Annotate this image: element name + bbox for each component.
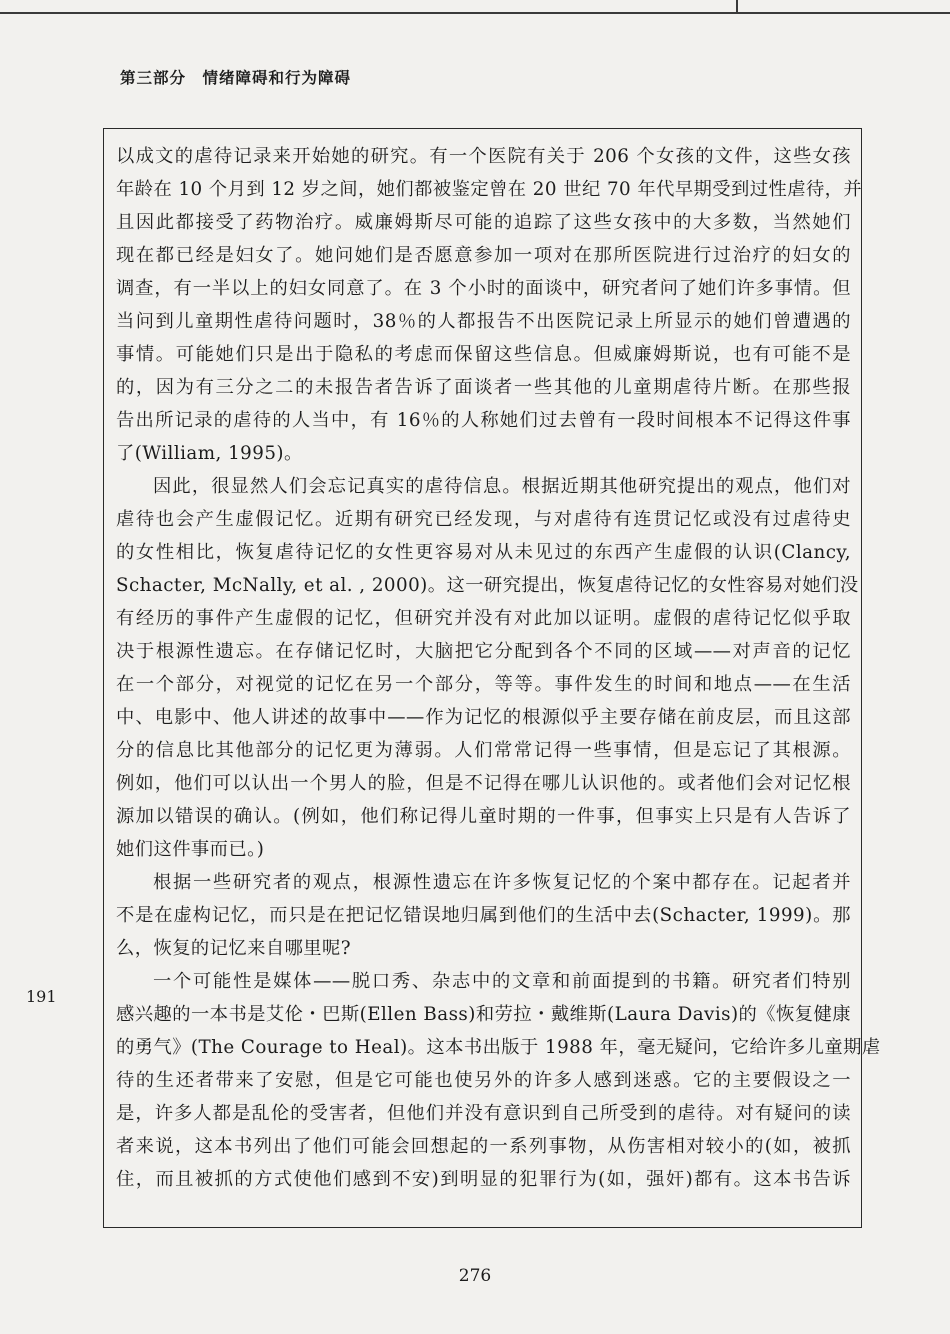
text-line: 中、电影中、他人讲述的故事中——作为记忆的根源似乎主要存储在前皮层，而且这部 — [116, 707, 851, 728]
text-line: 例如，他们可以认出一个男人的脸，但是不记得在哪儿认识他的。或者他们会对记忆根 — [116, 773, 851, 794]
text-line: 现在都已经是妇女了。她问她们是否愿意参加一项对在那所医院进行过治疗的妇女的 — [116, 245, 851, 266]
text-line: 虐待也会产生虚假记忆。近期有研究已经发现，与对虐待有连贯记忆或没有过虐待史 — [116, 509, 851, 530]
text-line: 分的信息比其他部分的记忆更为薄弱。人们常常记得一些事情，但是忘记了其根源。 — [116, 740, 851, 761]
text-line: 源加以错误的确认。(例如，他们称记得儿童时期的一件事，但事实上只是有人告诉了 — [116, 806, 851, 827]
text-line: 的勇气》(The Courage to Heal)。这本书出版于 1988 年，毫无疑问，它给许多儿童期虐 — [116, 1037, 881, 1058]
text-line: 者来说，这本书列出了他们可能会回想起的一系列事物，从伤害相对较小的(如，被抓 — [116, 1136, 851, 1157]
text-line: Schacter, McNally, et al. , 2000)。这一研究提出，恢复虐待记忆的女性容易对她们没 — [116, 575, 859, 596]
page-number: 276 — [458, 1266, 492, 1286]
text-line: 有经历的事件产生虚假的记忆，但研究并没有对此加以证明。虚假的虐待记忆似乎取 — [116, 608, 851, 629]
text-line: 且因此都接受了药物治疗。威廉姆斯尽可能的追踪了这些女孩中的大多数，当然她们 — [116, 212, 851, 233]
text-line: 在一个部分，对视觉的记忆在另一个部分，等等。事件发生的时间和地点——在生活 — [116, 674, 851, 695]
text-line: 根据一些研究者的观点，根源性遗忘在许多恢复记忆的个案中都存在。记起者并 — [153, 872, 851, 893]
text-line: 以成文的虐待记录来开始她的研究。有一个医院有关于 206 个女孩的文件，这些女孩 — [116, 146, 851, 167]
text-line: 因此，很显然人们会忘记真实的虐待信息。根据近期其他研究提出的观点，他们对 — [153, 476, 851, 497]
text-line: 决于根源性遗忘。在存储记忆时，大脑把它分配到各个不同的区域——对声音的记忆 — [116, 641, 851, 662]
text-line: 待的生还者带来了安慰，但是它可能也使另外的许多人感到迷惑。它的主要假设之一 — [116, 1070, 851, 1091]
text-line: 住，而且被抓的方式使他们感到不安)到明显的犯罪行为(如，强奸)都有。这本书告诉 — [116, 1169, 851, 1190]
text-line: 的，因为有三分之二的未报告者告诉了面谈者一些其他的儿童期虐待片断。在那些报 — [116, 377, 851, 398]
text-line: 了(William, 1995)。 — [116, 443, 303, 464]
text-line: 年龄在 10 个月到 12 岁之间，她们都被鉴定曾在 20 世纪 70 年代早期受到过性虐待，并 — [116, 179, 863, 200]
text-line: 调查，有一半以上的妇女同意了。在 3 个小时的面谈中，研究者问了她们许多事情。但 — [116, 278, 851, 299]
text-line: 的女性相比，恢复虐待记忆的女性更容易对从未见过的东西产生虚假的认识(Clancy, — [116, 542, 851, 563]
text-line: 事情。可能她们只是出于隐私的考虑而保留这些信息。但威廉姆斯说，也有可能不是 — [116, 344, 851, 365]
top-tick — [736, 0, 738, 14]
text-line: 感兴趣的一本书是艾伦・巴斯(Ellen Bass)和劳拉・戴维斯(Laura Davis)的《恢复健康 — [116, 1004, 851, 1025]
text-line: 当问到儿童期性虐待问题时，38％的人都报告不出医院记录上所显示的她们曾遭遇的 — [116, 311, 851, 332]
margin-page-reference: 191 — [26, 987, 57, 1006]
text-line: 告出所记录的虐待的人当中，有 16％的人称她们过去曾有一段时间根本不记得这件事 — [116, 410, 851, 431]
text-line: 一个可能性是媒体——脱口秀、杂志中的文章和前面提到的书籍。研究者们特别 — [153, 971, 851, 992]
top-rule — [0, 12, 950, 14]
text-line: 不是在虚构记忆，而只是在把记忆错误地归属到他们的生活中去(Schacter, 1999)。那 — [116, 905, 851, 926]
text-line: 是，许多人都是乱伦的受害者，但他们并没有意识到自己所受到的虐待。对有疑问的读 — [116, 1103, 851, 1124]
text-line: 她们这件事而已。) — [116, 839, 265, 860]
text-line: 么，恢复的记忆来自哪里呢? — [116, 938, 352, 959]
section-header: 第三部分 情绪障碍和行为障碍 — [120, 68, 352, 87]
